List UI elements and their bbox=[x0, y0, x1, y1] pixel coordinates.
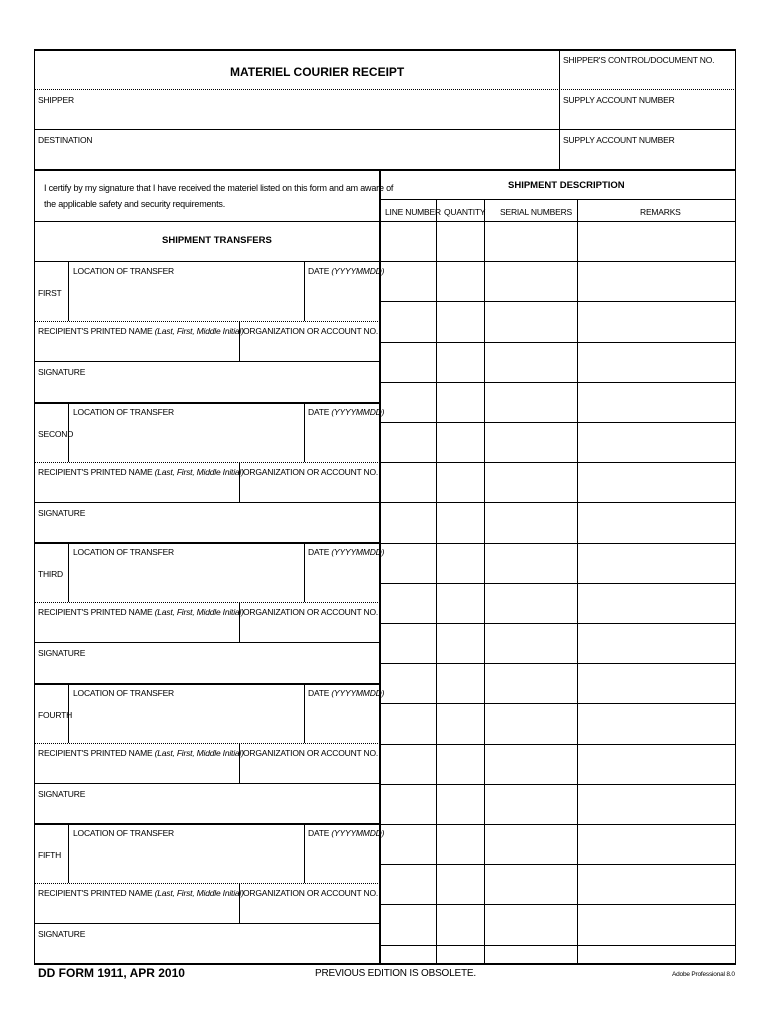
description-cell[interactable] bbox=[437, 624, 483, 662]
signature-label bbox=[38, 368, 85, 377]
header-row-divider-2 bbox=[34, 129, 736, 130]
location-date-divider bbox=[304, 402, 305, 462]
location-label-text: LOCATION OF TRANSFER bbox=[73, 688, 175, 698]
description-cell[interactable] bbox=[578, 745, 734, 783]
transfer-date-field[interactable] bbox=[306, 839, 378, 881]
column-header-line-number: LINE NUMBER bbox=[385, 207, 441, 217]
supply-account-label-2: SUPPLY ACCOUNT NUMBER bbox=[563, 135, 675, 145]
organization-account-field[interactable] bbox=[241, 618, 378, 640]
date-label bbox=[308, 408, 384, 417]
description-cell[interactable] bbox=[578, 423, 734, 461]
recipient-printed-name-field[interactable] bbox=[36, 337, 237, 359]
description-cell[interactable] bbox=[381, 785, 435, 823]
transfer-ordinal-fourth bbox=[38, 711, 72, 720]
description-cell[interactable] bbox=[437, 463, 483, 501]
column-header-quantity: QUANTITY bbox=[444, 207, 486, 217]
description-cell[interactable] bbox=[578, 905, 734, 943]
ordinal-text: FOURTH bbox=[38, 710, 73, 720]
organization-label-text: ORGANIZATION OR ACCOUNT NO. bbox=[243, 748, 379, 758]
description-cell[interactable] bbox=[437, 785, 483, 823]
description-cell[interactable] bbox=[437, 423, 483, 461]
description-cell[interactable] bbox=[381, 704, 435, 742]
shipper-field[interactable] bbox=[36, 106, 556, 128]
description-cell[interactable] bbox=[381, 503, 435, 541]
recipient-row-divider bbox=[34, 462, 380, 463]
description-cell[interactable] bbox=[381, 865, 435, 903]
recipient-printed-name-label bbox=[38, 749, 244, 758]
ordinal-text: THIRD bbox=[38, 569, 63, 579]
recipient-printed-name-field[interactable] bbox=[36, 759, 237, 781]
organization-account-label bbox=[243, 889, 378, 898]
description-cell[interactable] bbox=[578, 544, 734, 582]
description-cell[interactable] bbox=[381, 624, 435, 662]
date-label-text: DATE bbox=[308, 688, 330, 698]
description-cell[interactable] bbox=[437, 302, 483, 340]
signature-label bbox=[38, 509, 85, 518]
description-cell[interactable] bbox=[381, 383, 435, 421]
shipment-description-heading: SHIPMENT DESCRIPTION bbox=[508, 180, 625, 191]
signature-label bbox=[38, 790, 85, 799]
description-heading-divider bbox=[380, 199, 736, 200]
signature-label-text: SIGNATURE bbox=[38, 648, 86, 658]
description-cell[interactable] bbox=[381, 222, 435, 260]
supply-account-field-1[interactable] bbox=[560, 106, 734, 128]
signature-row-divider bbox=[34, 361, 380, 362]
signature-label bbox=[38, 649, 85, 658]
description-cell[interactable] bbox=[485, 544, 576, 582]
organization-account-field[interactable] bbox=[241, 337, 378, 359]
signature-field[interactable] bbox=[36, 800, 378, 822]
description-cell[interactable] bbox=[578, 503, 734, 541]
description-cell[interactable] bbox=[381, 825, 435, 863]
recipient-printed-name-label bbox=[38, 327, 244, 336]
obsolete-note: PREVIOUS EDITION IS OBSOLETE. bbox=[315, 968, 476, 979]
date-format-text: (YYYYMMDD) bbox=[331, 407, 385, 417]
recipient-label-text: RECIPIENT'S PRINTED NAME bbox=[38, 326, 153, 336]
signature-row-divider bbox=[34, 783, 380, 784]
description-cell[interactable] bbox=[381, 463, 435, 501]
shippers-control-label: SHIPPER'S CONTROL/DOCUMENT NO. bbox=[563, 55, 715, 65]
description-cell[interactable] bbox=[485, 785, 576, 823]
shippers-control-field[interactable] bbox=[560, 66, 734, 88]
certification-line-2: the applicable safety and security requirements. bbox=[44, 199, 226, 209]
description-cell[interactable] bbox=[578, 222, 734, 260]
description-cell[interactable] bbox=[437, 503, 483, 541]
producer-note: Adobe Professional 8.0 bbox=[672, 971, 735, 978]
recipient-printed-name-field[interactable] bbox=[36, 899, 237, 921]
description-cell[interactable] bbox=[485, 825, 576, 863]
description-cell[interactable] bbox=[485, 343, 576, 381]
description-cell[interactable] bbox=[437, 262, 483, 300]
description-cell[interactable] bbox=[437, 704, 483, 742]
organization-account-field[interactable] bbox=[241, 478, 378, 500]
description-cell[interactable] bbox=[485, 222, 576, 260]
organization-label-text: ORGANIZATION OR ACCOUNT NO. bbox=[243, 607, 379, 617]
description-cell[interactable] bbox=[485, 664, 576, 702]
description-cell[interactable] bbox=[578, 302, 734, 340]
organization-account-label bbox=[243, 749, 378, 758]
signature-field[interactable] bbox=[36, 659, 378, 681]
description-cell[interactable] bbox=[485, 423, 576, 461]
description-cell[interactable] bbox=[437, 544, 483, 582]
column-header-serial-numbers: SERIAL NUMBERS bbox=[500, 207, 572, 217]
form-top-border bbox=[34, 49, 736, 51]
date-label bbox=[308, 548, 384, 557]
transfer-date-field[interactable] bbox=[306, 558, 378, 600]
recipient-label-text: RECIPIENT'S PRINTED NAME bbox=[38, 607, 153, 617]
date-format-text: (YYYYMMDD) bbox=[331, 688, 385, 698]
transfers-heading-top bbox=[34, 221, 380, 222]
date-label-text: DATE bbox=[308, 828, 330, 838]
recipient-row-divider bbox=[34, 883, 380, 884]
description-cell[interactable] bbox=[485, 624, 576, 662]
location-label-text: LOCATION OF TRANSFER bbox=[73, 547, 175, 557]
organization-account-label bbox=[243, 327, 378, 336]
description-cell[interactable] bbox=[578, 343, 734, 381]
location-of-transfer-label bbox=[73, 689, 174, 698]
date-label bbox=[308, 689, 384, 698]
description-cell[interactable] bbox=[381, 343, 435, 381]
location-date-divider bbox=[304, 261, 305, 321]
description-cell[interactable] bbox=[485, 905, 576, 943]
location-label-text: LOCATION OF TRANSFER bbox=[73, 407, 175, 417]
date-label-text: DATE bbox=[308, 407, 330, 417]
description-cell[interactable] bbox=[437, 383, 483, 421]
organization-label-text: ORGANIZATION OR ACCOUNT NO. bbox=[243, 326, 379, 336]
ordinal-column-divider bbox=[68, 542, 69, 602]
location-date-divider bbox=[304, 542, 305, 602]
date-label-text: DATE bbox=[308, 547, 330, 557]
ordinal-column-divider bbox=[68, 261, 69, 321]
description-cell[interactable] bbox=[578, 704, 734, 742]
recipient-format-text: (Last, First, Middle Initial) bbox=[154, 326, 244, 336]
date-format-text: (YYYYMMDD) bbox=[331, 266, 385, 276]
description-cell[interactable] bbox=[381, 664, 435, 702]
recipient-format-text: (Last, First, Middle Initial) bbox=[154, 748, 244, 758]
description-cell[interactable] bbox=[485, 503, 576, 541]
transfer-block-top bbox=[34, 542, 380, 544]
description-cell[interactable] bbox=[485, 463, 576, 501]
date-label bbox=[308, 829, 384, 838]
location-label-text: LOCATION OF TRANSFER bbox=[73, 828, 175, 838]
description-cell[interactable] bbox=[578, 825, 734, 863]
form-bottom-border bbox=[34, 963, 736, 965]
signature-row-divider bbox=[34, 923, 380, 924]
recipient-row-divider bbox=[34, 321, 380, 322]
column-header-remarks: REMARKS bbox=[640, 207, 681, 217]
description-cell[interactable] bbox=[437, 745, 483, 783]
organization-account-field[interactable] bbox=[241, 759, 378, 781]
description-cell[interactable] bbox=[381, 423, 435, 461]
ordinal-column-divider bbox=[68, 823, 69, 883]
signature-field[interactable] bbox=[36, 940, 378, 962]
description-cell[interactable] bbox=[485, 865, 576, 903]
description-cell[interactable] bbox=[437, 905, 483, 943]
ordinal-text: FIFTH bbox=[38, 850, 62, 860]
recipient-format-text: (Last, First, Middle Initial) bbox=[154, 888, 244, 898]
organization-account-label bbox=[243, 608, 378, 617]
description-cell[interactable] bbox=[437, 584, 483, 622]
signature-row-divider bbox=[34, 502, 380, 503]
transfer-ordinal-second bbox=[38, 430, 73, 439]
location-of-transfer-field[interactable] bbox=[70, 418, 302, 460]
recipient-label-text: RECIPIENT'S PRINTED NAME bbox=[38, 888, 153, 898]
description-cell[interactable] bbox=[437, 825, 483, 863]
signature-row-divider bbox=[34, 642, 380, 643]
form-number: DD FORM 1911, APR 2010 bbox=[38, 966, 185, 980]
shipper-label: SHIPPER bbox=[38, 95, 74, 105]
transfer-ordinal-first bbox=[38, 289, 62, 298]
ordinal-text: SECOND bbox=[38, 429, 74, 439]
description-cell[interactable] bbox=[578, 262, 734, 300]
signature-label bbox=[38, 930, 85, 939]
signature-label-text: SIGNATURE bbox=[38, 367, 86, 377]
description-cell[interactable] bbox=[437, 343, 483, 381]
description-cell[interactable] bbox=[578, 865, 734, 903]
description-cell[interactable] bbox=[381, 302, 435, 340]
supply-account-field-2[interactable] bbox=[560, 146, 734, 168]
date-format-text: (YYYYMMDD) bbox=[331, 828, 385, 838]
location-of-transfer-label bbox=[73, 548, 174, 557]
recipient-printed-name-field[interactable] bbox=[36, 618, 237, 640]
recipient-row-divider bbox=[34, 602, 380, 603]
recipient-format-text: (Last, First, Middle Initial) bbox=[154, 607, 244, 617]
description-cell[interactable] bbox=[437, 865, 483, 903]
recipient-label-text: RECIPIENT'S PRINTED NAME bbox=[38, 467, 153, 477]
description-cell[interactable] bbox=[485, 383, 576, 421]
transfer-block-top bbox=[34, 683, 380, 685]
signature-field[interactable] bbox=[36, 378, 378, 400]
location-date-divider bbox=[304, 823, 305, 883]
description-cell[interactable] bbox=[485, 745, 576, 783]
date-format-text: (YYYYMMDD) bbox=[331, 547, 385, 557]
description-cell[interactable] bbox=[578, 664, 734, 702]
description-cell[interactable] bbox=[485, 302, 576, 340]
transfer-block-top bbox=[34, 402, 380, 404]
signature-label-text: SIGNATURE bbox=[38, 929, 86, 939]
transfer-date-field[interactable] bbox=[306, 699, 378, 741]
organization-label-text: ORGANIZATION OR ACCOUNT NO. bbox=[243, 467, 379, 477]
location-date-divider bbox=[304, 683, 305, 743]
transfer-block-top bbox=[34, 261, 380, 262]
recipient-printed-name-label bbox=[38, 468, 244, 477]
description-cell[interactable] bbox=[578, 785, 734, 823]
ordinal-text: FIRST bbox=[38, 288, 62, 298]
recipient-format-text: (Last, First, Middle Initial) bbox=[154, 467, 244, 477]
description-cell[interactable] bbox=[485, 584, 576, 622]
certification-line-1: I certify by my signature that I have received the materiel listed on this form and am aware of bbox=[44, 183, 394, 193]
form-left-border bbox=[34, 49, 35, 964]
destination-label: DESTINATION bbox=[38, 135, 93, 145]
location-of-transfer-label bbox=[73, 829, 174, 838]
location-of-transfer-label bbox=[73, 267, 174, 276]
signature-field[interactable] bbox=[36, 519, 378, 541]
shipment-transfers-heading: SHIPMENT TRANSFERS bbox=[162, 235, 272, 246]
description-cell[interactable] bbox=[578, 624, 734, 662]
location-of-transfer-field[interactable] bbox=[70, 839, 302, 881]
signature-label-text: SIGNATURE bbox=[38, 508, 86, 518]
organization-account-label bbox=[243, 468, 378, 477]
description-cell[interactable] bbox=[381, 584, 435, 622]
description-cell[interactable] bbox=[485, 704, 576, 742]
description-cell[interactable] bbox=[381, 262, 435, 300]
location-of-transfer-field[interactable] bbox=[70, 558, 302, 600]
transfer-date-field[interactable] bbox=[306, 277, 378, 319]
transfer-ordinal-third bbox=[38, 570, 63, 579]
transfer-ordinal-fifth bbox=[38, 851, 61, 860]
description-cell[interactable] bbox=[578, 584, 734, 622]
transfer-date-field[interactable] bbox=[306, 418, 378, 460]
date-label bbox=[308, 267, 384, 276]
description-row-divider bbox=[380, 945, 736, 946]
date-label-text: DATE bbox=[308, 266, 330, 276]
recipient-printed-name-label bbox=[38, 608, 244, 617]
description-cell[interactable] bbox=[485, 262, 576, 300]
recipient-row-divider bbox=[34, 743, 380, 744]
description-cell[interactable] bbox=[578, 383, 734, 421]
form-right-border bbox=[735, 49, 736, 964]
organization-label-text: ORGANIZATION OR ACCOUNT NO. bbox=[243, 888, 379, 898]
location-of-transfer-field[interactable] bbox=[70, 699, 302, 741]
description-cell[interactable] bbox=[381, 905, 435, 943]
description-cell[interactable] bbox=[437, 664, 483, 702]
description-cell[interactable] bbox=[437, 222, 483, 260]
location-of-transfer-label bbox=[73, 408, 174, 417]
supply-account-label-1: SUPPLY ACCOUNT NUMBER bbox=[563, 95, 675, 105]
recipient-label-text: RECIPIENT'S PRINTED NAME bbox=[38, 748, 153, 758]
location-label-text: LOCATION OF TRANSFER bbox=[73, 266, 175, 276]
header-row-divider-1 bbox=[34, 89, 736, 90]
header-bottom-border bbox=[34, 169, 736, 171]
transfer-block-top bbox=[34, 823, 380, 825]
description-cell[interactable] bbox=[381, 745, 435, 783]
signature-label-text: SIGNATURE bbox=[38, 789, 86, 799]
description-cell[interactable] bbox=[381, 544, 435, 582]
recipient-printed-name-field[interactable] bbox=[36, 478, 237, 500]
destination-field[interactable] bbox=[36, 146, 556, 168]
recipient-printed-name-label bbox=[38, 889, 244, 898]
location-of-transfer-field[interactable] bbox=[70, 277, 302, 319]
form-title: MATERIEL COURIER RECEIPT bbox=[230, 65, 405, 79]
organization-account-field[interactable] bbox=[241, 899, 378, 921]
description-cell[interactable] bbox=[578, 463, 734, 501]
